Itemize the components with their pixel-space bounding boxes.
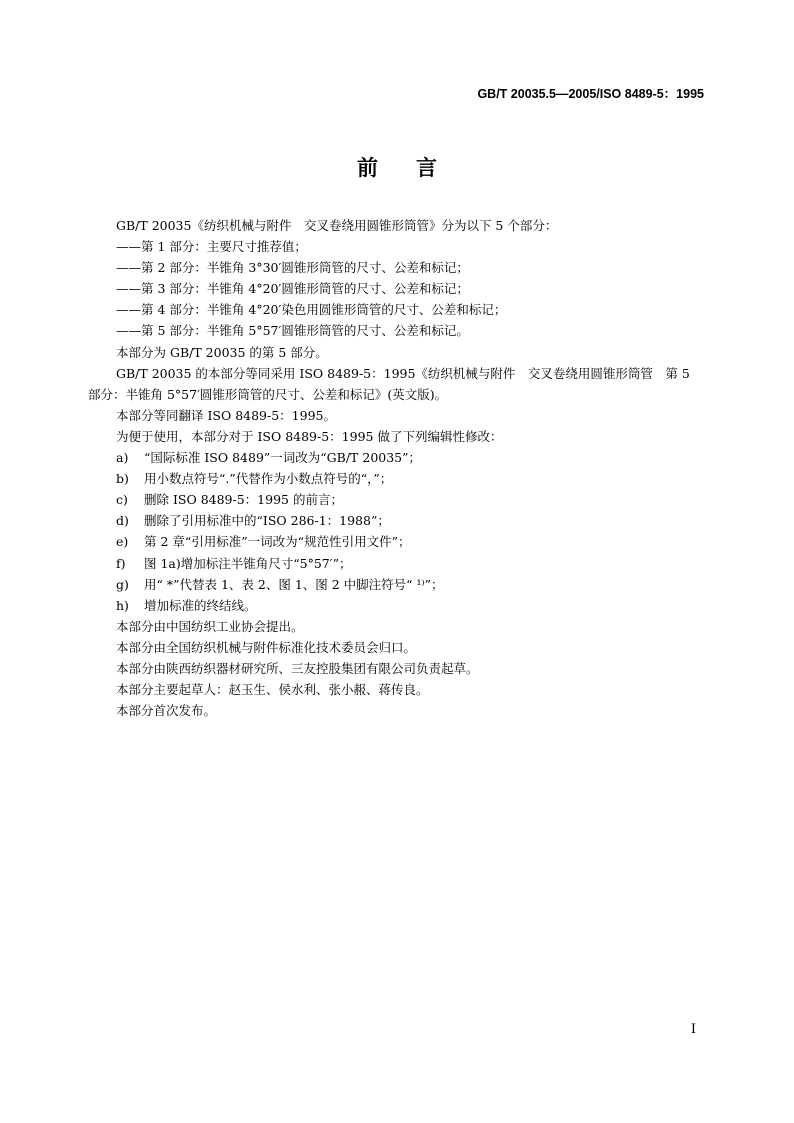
paragraph-translation: 本部分等同翻译 ISO 8489-5：1995。 (116, 407, 336, 423)
edit-list-item: a) “国际标准 ISO 8489”一词改为“GB/T 20035”； (116, 450, 422, 466)
page-title: 前言 (357, 155, 475, 180)
page-number: I (690, 1022, 696, 1037)
edit-list-item: f) 图 1a)增加标注半锥角尺寸“5°57′”； (116, 555, 352, 571)
part-list-item: ——第 1 部分：主要尺寸推荐值； (116, 239, 307, 255)
part-list-item: ——第 3 部分：半锥角 4°20′圆锥形筒管的尺寸、公差和标记； (116, 281, 469, 297)
edit-list-item: e) 第 2 章“引用标准”一词改为“规范性引用文件”； (116, 534, 411, 550)
paragraph-part-statement: 本部分为 GB/T 20035 的第 5 部分。 (116, 344, 328, 360)
foreword-body (88, 215, 704, 721)
paragraph-adoption: GB/T 20035 的本部分等同采用 ISO 8489-5：1995《纺织机械与附件 交叉卷绕用圆锥形筒管 第 5 部分：半锥角 5°57′圆锥形筒管的尺寸、公差和标记》(英文版)。 (88, 365, 690, 402)
edit-list-item: d) 删除了引用标准中的“ISO 286-1：1988”； (116, 513, 390, 529)
paragraph-edits-intro: 为便于使用，本部分对于 ISO 8489-5：1995 做了下列编辑性修改： (116, 428, 503, 444)
paragraph-drafters: 本部分主要起草人：赵玉生、侯水利、张小赧、蒋传良。 (116, 682, 429, 698)
paragraph-proposer: 本部分由中国纺织工业协会提出。 (116, 618, 304, 634)
paragraph-drafting-units: 本部分由陕西纺织器材研究所、三友控股集团有限公司负责起草。 (116, 660, 479, 676)
paragraph-committee: 本部分由全国纺织机械与附件标准化技术委员会归口。 (116, 639, 417, 655)
standard-number-header: GB/T 20035.5—2005/ISO 8489-5：1995 (477, 87, 704, 101)
edit-list-item: h) 增加标准的终结线。 (116, 597, 257, 613)
edit-list-item: g) 用“ *”代替表 1、表 2、图 1、图 2 中脚注符号“ ¹⁾”； (116, 576, 444, 592)
edit-list-item: c) 删除 ISO 8489-5：1995 的前言； (116, 492, 343, 508)
paragraph-first-release: 本部分首次发布。 (116, 703, 217, 719)
part-list-item: ——第 4 部分：半锥角 4°20′染色用圆锥形筒管的尺寸、公差和标记； (116, 302, 507, 318)
part-list-item: ——第 5 部分：半锥角 5°57′圆锥形筒管的尺寸、公差和标记。 (116, 323, 469, 339)
part-list-item: ——第 2 部分：半锥角 3°30′圆锥形筒管的尺寸、公差和标记； (116, 260, 469, 276)
edit-list-item: b) 用小数点符号“.”代替作为小数点符号的“，”； (116, 471, 393, 487)
paragraph-parts-intro: GB/T 20035《纺织机械与附件 交叉卷绕用圆锥形筒管》分为以下 5 个部分： (116, 218, 558, 233)
